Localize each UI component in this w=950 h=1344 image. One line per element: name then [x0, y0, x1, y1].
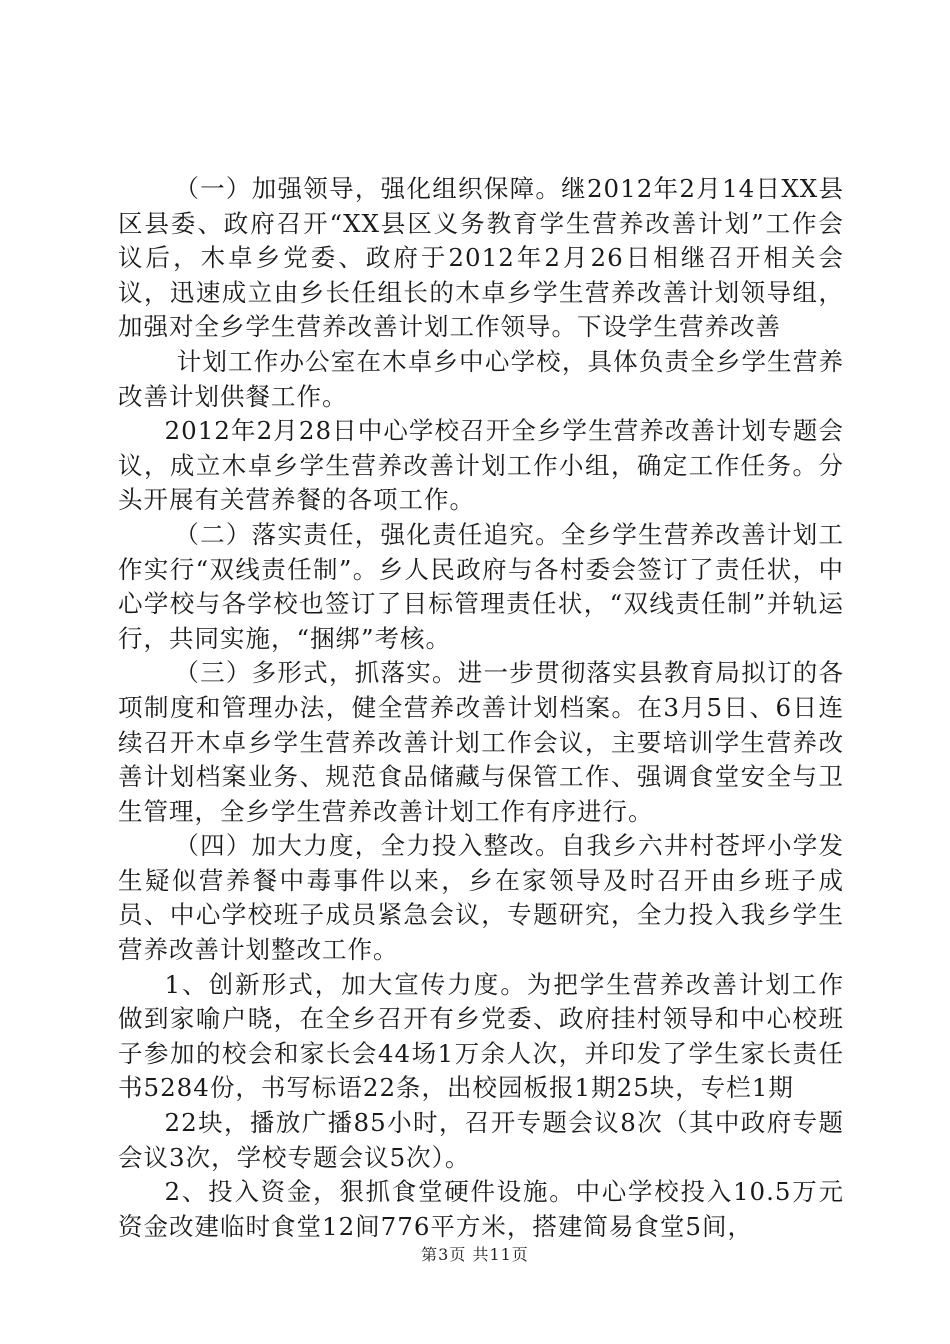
paragraph-section-3: （三）多形式，抓落实。进一步贯彻落实县教育局拟订的各项制度和管理办法，健全营养改善计划档案。在3月5日、6日连续召开木卓乡学生营养改善计划工作会议，主要培训学生营养改善计划档案业务、规范食品储藏与保管工作、强调食堂安全与卫生管理，全乡学生营养改善计划工作有序进行。: [118, 658, 844, 826]
paragraph-section-4: （四）加大力度，全力投入整改。自我乡六井村苍坪小学发生疑似营养餐中毒事件以来，乡在家领导及时召开由乡班子成员、中心学校班子成员紧急会议，专题研究，全力投入我乡学生营养改善计划整改工作。: [118, 831, 844, 965]
page-number-footer: 第3页 共11页: [421, 1245, 529, 1264]
document-body: [118, 172, 844, 1244]
paragraph-item-2: 2、投入资金，狠抓食堂硬件设施。中心学校投入10.5万元资金改建临时食堂12间776平方米，搭建简易食堂5间，: [118, 1177, 844, 1241]
paragraph-item-1-continued: 22块，播放广播85小时，召开专题会议8次（其中政府专题会议3次，学校专题会议5次）。: [118, 1108, 844, 1172]
paragraph-section-1-continued: 计划工作办公室在木卓乡中心学校，具体负责全乡学生营养改善计划供餐工作。: [118, 346, 844, 411]
paragraph-section-1: （一）加强领导，强化组织保障。继2012年2月14日XX县区县委、政府召开“XX县区义务教育学生营养改善计划”工作会议后，木卓乡党委、政府于2012年2月26日相继召开相关会议，迅速成立由乡长任组长的木卓乡学生营养改善计划领导组，加强对全乡学生营养改善计划工作领导。下设学生营养改善: [118, 174, 844, 342]
paragraph-meeting-0228: 2012年2月28日中心学校召开全乡学生营养改善计划专题会议，成立木卓乡学生营养改善计划工作小组，确定工作任务。分头开展有关营养餐的各项工作。: [118, 416, 844, 515]
paragraph-section-2: （二）落实责任，强化责任追究。全乡学生营养改善计划工作实行“双线责任制”。乡人民政府与各村委会签订了责任状，中心学校与各学校也签订了目标管理责任状，“双线责任制”并轨运行，共同实施，“捆绑”考核。: [118, 519, 844, 653]
paragraph-item-1: 1、创新形式，加大宣传力度。为把学生营养改善计划工作做到家喻户晓，在全乡召开有乡党委、政府挂村领导和中心校班子参加的校会和家长会44场1万余人次，并印发了学生家长责任书5284份，书写标语22条，出校园板报1期25块，专栏1期: [118, 969, 844, 1103]
